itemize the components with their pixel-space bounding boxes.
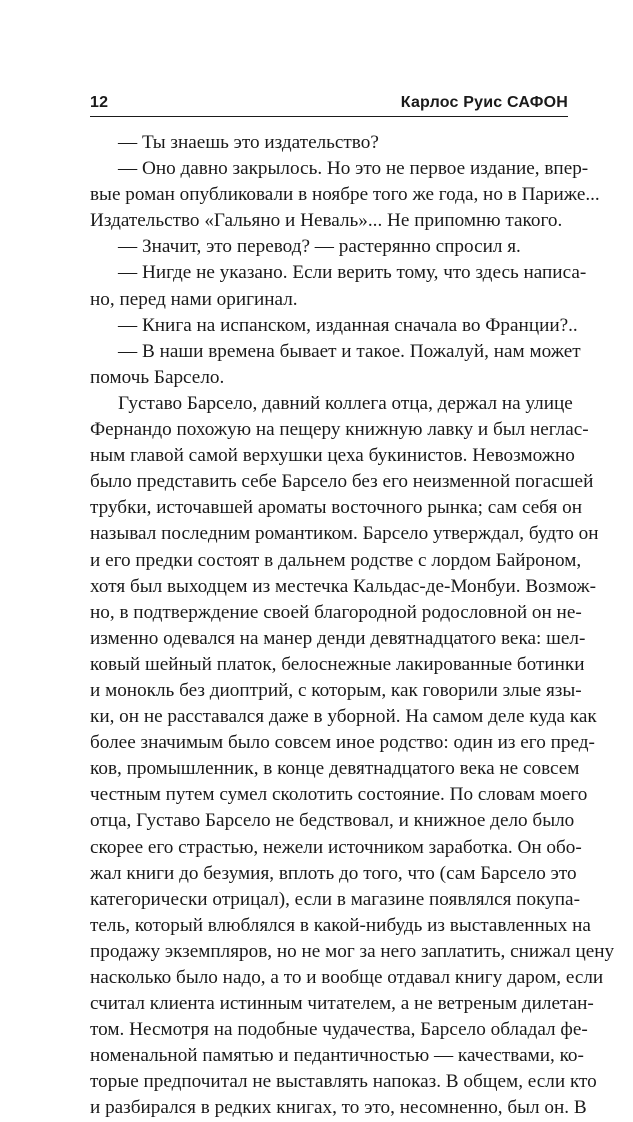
text-line: более значимым было совсем иное родство: один из его пред- <box>90 732 595 754</box>
text-line: — В наши времена бывает и такое. Пожалуй, нам может <box>118 340 581 362</box>
text-line: и его предки состоят в дальнем родстве с лордом Байроном, <box>90 549 582 571</box>
text-line: отца, Густаво Барсело не бедствовал, и книжное дело было <box>90 810 575 832</box>
text-line: — Значит, это перевод? — растерянно спросил я. <box>118 236 521 258</box>
text-line: и монокль без диоптрий, с которым, как говорили злые язы- <box>90 679 582 701</box>
text-line: считал клиента истинным читателем, а не ветреным дилетан- <box>90 993 594 1015</box>
text-line: — Книга на испанском, изданная сначала во Франции?.. <box>118 314 578 336</box>
text-line: том. Несмотря на подобные чудачества, Барсело обладал фе- <box>90 1019 588 1041</box>
text-line: скорее его страстью, нежели источником заработка. Он обо- <box>90 836 582 858</box>
running-head: Карлос Руис САФОН <box>400 94 568 111</box>
text-line: Густаво Барсело, давний коллега отца, держал на улице <box>118 392 573 414</box>
page-header <box>90 94 568 117</box>
text-line: хотя был выходцем из местечка Кальдас-де-Монбуи. Возмож- <box>90 575 596 597</box>
text-line: называл последним романтиком. Барсело утверждал, будто он <box>90 523 599 545</box>
text-line: но, в подтверждение своей благородной родословной он не- <box>90 601 582 623</box>
text-line: изменно одевался на манер денди девятнадцатого века: шел- <box>90 627 586 649</box>
text-line: ков, промышленник, в конце девятнадцатого века не совсем <box>90 758 580 780</box>
text-line: и разбирался в редких книгах, то это, несомненно, был он. В <box>90 1097 587 1119</box>
text-line: ки, он не расставался даже в уборной. На самом деле куда как <box>90 706 597 728</box>
text-line: тель, который влюблялся в какой-нибудь из выставленных на <box>90 914 591 936</box>
text-line: продажу экземпляров, но не мог за него заплатить, снижал цену <box>90 940 615 962</box>
text-line: вые роман опубликовали в ноябре того же года, но в Париже... <box>90 184 600 206</box>
text-line: помочь Барсело. <box>90 366 225 388</box>
text-line: — Ты знаешь это издательство? <box>118 132 379 153</box>
text-line: ным главой самой верхушки цеха букинистов. Невозможно <box>90 445 575 467</box>
text-line: трубки, источавшей ароматы восточного рынка; сам себя он <box>90 497 582 519</box>
text-line: — Нигде не указано. Если верить тому, что здесь написа- <box>118 262 587 284</box>
text-line: ковый шейный платок, белоснежные лакированные ботинки <box>90 653 585 675</box>
text-line: — Оно давно закрылось. Но это не первое издание, впер- <box>118 158 589 180</box>
text-line: но, перед нами оригинал. <box>90 288 298 310</box>
text-line: Фернандо похожую на пещеру книжную лавку и был неглас- <box>90 419 589 441</box>
text-line: Издательство «Гальяно и Неваль»... Не припомню такого. <box>90 210 563 232</box>
body-text <box>90 130 615 1122</box>
page-number: 12 <box>90 94 109 111</box>
text-line: было представить себе Барсело без его неизменной погасшей <box>90 471 594 493</box>
text-line: насколько было надо, а то и вообще отдавал книгу даром, если <box>90 967 604 988</box>
text-line: жал книги до безумия, вплоть до того, что (сам Барсело это <box>90 862 577 884</box>
text-line: категорически отрицал), если в магазине появлялся покупа- <box>90 888 580 910</box>
text-line: торые предпочитал не выставлять напоказ. В общем, если кто <box>90 1071 597 1093</box>
text-line: честным путем сумел сколотить состояние. По словам моего <box>90 784 588 806</box>
text-line: номенальной памятью и педантичностью — качествами, ко- <box>90 1045 584 1067</box>
